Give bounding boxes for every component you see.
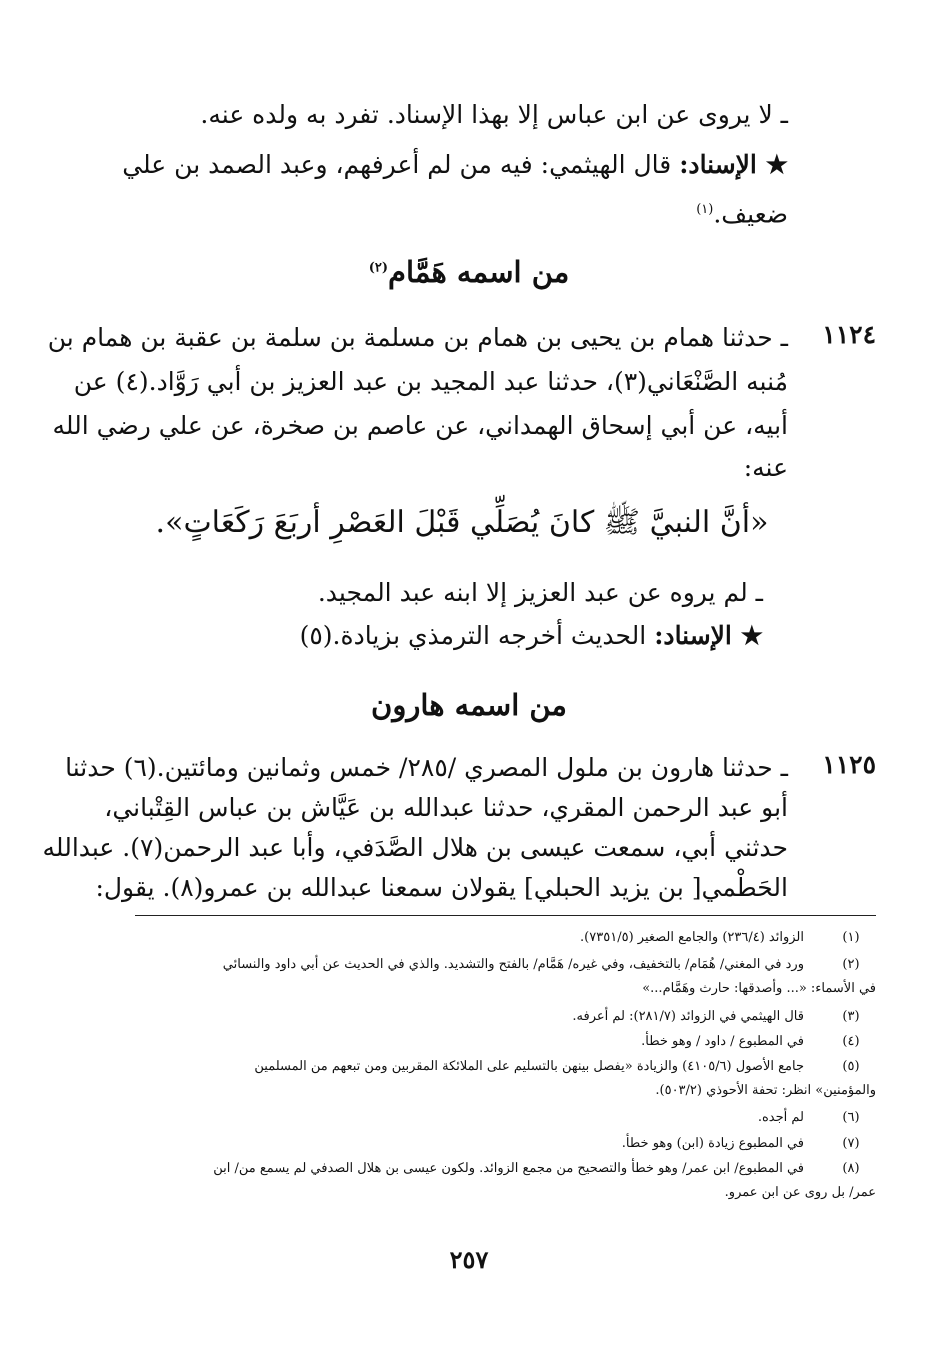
footnote [135, 1157, 876, 1205]
footnote-number: (٤) [842, 1034, 860, 1049]
text-line: مُنبه الصَّنْعَاني(٣)، حدثنا عبد المجيد بن عبد العزيز بن أبي رَوَّاد.(٤) عن [73, 367, 788, 396]
isnad-text: قال الهيثمي: فيه من لم أعرفهم، وعبد الصمد بن علي [122, 150, 672, 179]
footnote-number: (٥) [842, 1059, 860, 1074]
text-line: أبيه، عن أبي إسحاق الهمداني، عن عاصم بن صخرة، عن علي رضي الله [52, 411, 788, 440]
footnote [135, 1005, 876, 1029]
isnad-text: الحديث أخرجه الترمذي بزيادة.(٥) [299, 621, 647, 650]
footnote-number: (٦) [842, 1110, 860, 1125]
text-line: ـ حدثنا هارون بن ملول المصري /٢٨٥/ خمس وثمانين ومائتين.(٦) حدثنا [65, 753, 788, 782]
text-line: ـ لا يروى عن ابن عباس إلا بهذا الإسناد. تفرد به ولده عنه. [200, 100, 788, 129]
footnote-text: قال الهيثمي في الزوائد (٢٨١/٧): لم أعرفه. [572, 1009, 804, 1024]
text-line: الحَطْمي[ بن يزيد الحبلي] يقولان سمعنا عبدالله بن عمرو(٨). يقول: [95, 873, 788, 902]
footnote-number: (٨) [842, 1161, 860, 1176]
footnote-separator [135, 915, 876, 916]
text-line: حدثني أبي، سمعت عيسى بن هلال الصَّدَفي، وأبا عبد الرحمن(٧). عبدالله [42, 833, 788, 862]
footnote-number: (١) [842, 930, 860, 945]
hadith-number: ١١٢٤ [822, 320, 876, 349]
footnote-text-cont: في الأسماء: «... وأصدقها: حارث وهَمَّام...» [642, 981, 876, 996]
footnote-text-cont: والمؤمنين» انظر: تحفة الأحوذي (٥٠٣/٢). [655, 1083, 876, 1098]
footnote [135, 1055, 876, 1103]
footnote [135, 926, 876, 950]
footnote-text: جامع الأصول (٤١٠٥/٦) والزيادة «يفصل بينهن بالتسليم على الملائكة المقربين ومن تبعهم من المسلمين [254, 1059, 804, 1074]
footnote-text: الزوائد (٢٣٦/٤) والجامع الصغير (٧٣٥١/٥). [580, 930, 804, 945]
footnote [135, 1132, 876, 1156]
text-line: عنه: [743, 453, 788, 482]
isnad-line [122, 145, 788, 185]
text-line [136, 190, 788, 234]
footnote-text: ورد في المغني/ هُمَام/ بالتخفيف، وفي غيره/ هَمَّام/ بالفتح والتشديد. والذي في الحديث عن أبي داود والنسائي [222, 957, 804, 972]
footnote-text: لم أجده. [757, 1110, 804, 1125]
text-line: أبو عبد الرحمن المقري، حدثنا عبدالله بن عَيَّاش بن عباس القِتْباني، [104, 793, 788, 822]
page-number: ٢٥٧ [449, 1245, 489, 1274]
isnad-label: ★ الإسناد: [679, 150, 788, 179]
text-line: ـ لم يروه عن عبد العزيز إلا ابنه عبد المجيد. [317, 578, 763, 607]
footnote-ref: (١) [696, 202, 714, 217]
isnad-label: ★ الإسناد: [654, 621, 763, 650]
footnote-number: (٧) [842, 1136, 860, 1151]
footnote-text: في المطبوع / داود / وهو خطأ. [641, 1034, 804, 1049]
footnote-number: (٢) [842, 957, 860, 972]
footnote [135, 1106, 876, 1130]
section-heading-text: من اسمه هَمَّام [387, 255, 570, 289]
footnote-ref: (٢) [368, 260, 388, 276]
isnad-continuation: ضعيف. [713, 199, 788, 229]
footnote-text: في المطبوع/ ابن عمر/ وهو خطأ والتصحيح من مجمع الزوائد. ولكون عيسى بن هلال الصدفي لم يسمع من/ ابن [213, 1161, 804, 1176]
isnad-line [136, 616, 763, 656]
footnote-number: (٣) [842, 1009, 860, 1024]
section-heading: من اسمه هارون [371, 688, 567, 722]
footnote [135, 953, 876, 1001]
hadith-text: «أنَّ النبيَّ ﷺ كانَ يُصَلِّي قَبْلَ العَصْرِ أربَعَ رَكَعَاتٍ». [155, 505, 769, 540]
section-heading [0, 255, 938, 289]
footnote [135, 1030, 876, 1054]
footnote-text: في المطبوع زيادة (ابن) وهو خطأ. [621, 1136, 804, 1151]
footnote-text-cont: عمر/ بل روى عن ابن عمرو. [724, 1185, 876, 1200]
hadith-number: ١١٢٥ [822, 750, 876, 779]
text-line: ـ حدثنا همام بن يحيى بن همام بن مسلمة بن سلمة بن عقبة بن همام بن [47, 323, 788, 352]
